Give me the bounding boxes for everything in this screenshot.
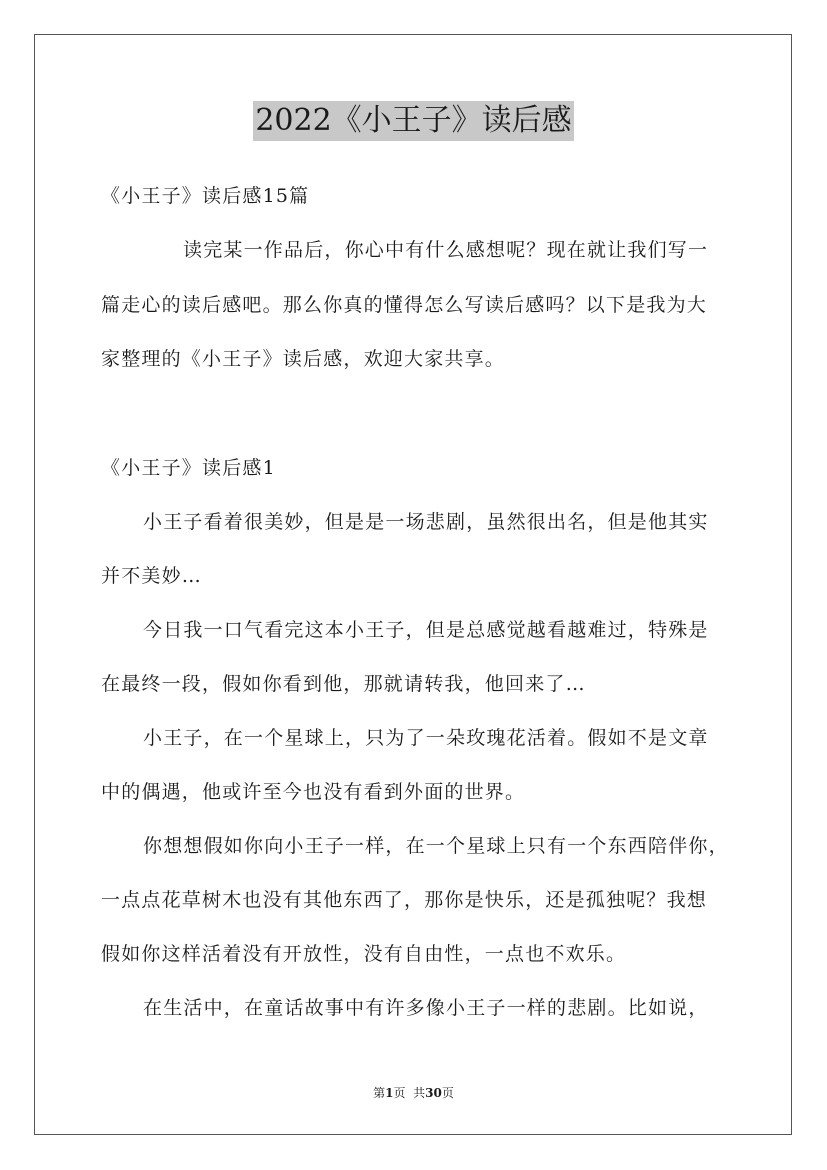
paragraph-line: 今日我一口气看完这本小王子，但是总感觉越看越难过，特殊是 — [143, 619, 709, 641]
paragraph-line: 一点点花草树木也没有其他东西了，那你是快乐，还是孤独呢？我想 — [101, 889, 708, 911]
paragraph-line: 小王子，在一个星球上，只为了一朵玫瑰花活着。假如不是文章 — [143, 727, 709, 749]
paragraph-line: 在生活中，在童话故事中有许多像小王子一样的悲剧。比如说， — [143, 997, 709, 1019]
total-prefix: 共 — [413, 1086, 426, 1100]
paragraph-line: 你想想假如你向小王子一样，在一个星球上只有一个东西陪伴你， — [143, 835, 729, 857]
title-container — [0, 101, 827, 141]
document-title: 2022《小王子》读后感 — [253, 101, 573, 141]
paragraph-line: 中的偶遇，他或许至今也没有看到外面的世界。 — [101, 781, 526, 803]
page-number: 1 — [385, 1086, 394, 1100]
total-suffix: 页 — [441, 1086, 454, 1100]
paragraph-line: 并不美妙… — [101, 565, 203, 587]
paragraph-line: 篇走心的读后感吧。那么你真的懂得怎么写读后感吗？以下是我为大 — [101, 294, 708, 316]
section-heading: 《小王子》读后感1 — [101, 457, 276, 479]
paragraph-line: 读完某一作品后，你心中有什么感想呢？现在就让我们写一 — [183, 239, 709, 261]
paragraph-line: 假如你这样活着没有开放性，没有自由性，一点也不欢乐。 — [101, 943, 627, 965]
paragraph-line: 家整理的《小王子》读后感，欢迎大家共享。 — [101, 348, 506, 370]
page-prefix: 第 — [373, 1086, 386, 1100]
page-suffix: 页 — [393, 1086, 406, 1100]
subtitle: 《小王子》读后感15篇 — [101, 185, 310, 207]
paragraph-line: 在最终一段，假如你看到他，那就请转我，他回来了… — [101, 673, 586, 695]
page-footer — [0, 1084, 827, 1101]
total-pages: 30 — [425, 1086, 442, 1100]
paragraph-line: 小王子看着很美妙，但是是一场悲剧，虽然很出名，但是他其实 — [143, 511, 709, 533]
